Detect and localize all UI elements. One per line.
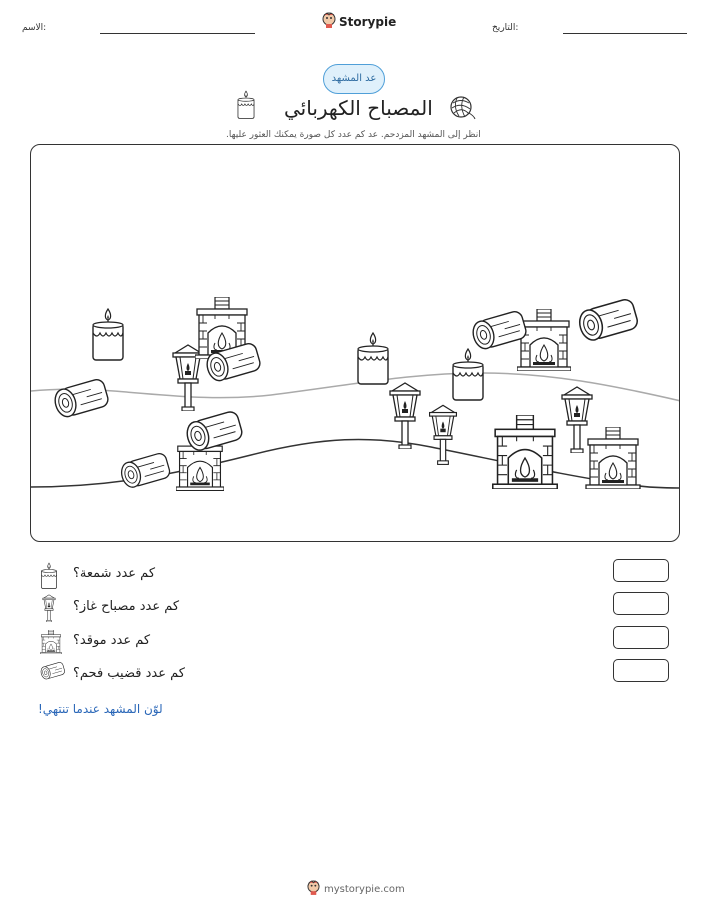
date-label: التاريخ: <box>492 23 519 33</box>
answer-box-log[interactable] <box>613 659 669 682</box>
question-fireplace: كم عدد موقد؟ <box>73 633 151 648</box>
brand-name: Storypie <box>339 15 397 29</box>
scene-log <box>576 298 639 343</box>
answer-box-fireplace[interactable] <box>613 626 669 649</box>
scene-candle <box>358 333 388 384</box>
question-log: كم عدد قضيب فحم؟ <box>73 666 185 681</box>
scene-log <box>470 310 528 351</box>
name-label: الاسم: <box>22 23 47 33</box>
scene-gas-lamp <box>390 383 420 449</box>
scene-fireplace <box>493 415 557 489</box>
scene-fireplace <box>586 427 640 489</box>
scene-candle <box>93 309 123 360</box>
storypie-mascot-icon <box>307 880 320 898</box>
scene-log <box>119 452 171 489</box>
instructions-text: انظر إلى المشهد المزدحم. عد كم عدد كل صورة يمكنك العثور عليها. <box>226 130 481 140</box>
coloring-note: لوّن المشهد عندما تنتهي! <box>38 702 163 716</box>
yarn-ball-icon <box>448 94 476 124</box>
scene-candle <box>453 349 483 400</box>
name-line <box>100 33 255 34</box>
scene-log <box>184 410 244 453</box>
gas-lamp-icon <box>41 594 57 626</box>
date-line <box>563 33 687 34</box>
brand-logo <box>322 12 396 32</box>
log-icon <box>40 662 66 686</box>
answer-box-gas-lamp[interactable] <box>613 592 669 615</box>
candle-icon <box>40 562 58 594</box>
question-gas-lamp: كم عدد مصباح غاز؟ <box>73 599 180 614</box>
storypie-mascot-icon <box>322 12 336 32</box>
scene-fireplace <box>517 309 571 371</box>
scene-gas-lamp <box>430 405 457 464</box>
activity-type-badge: عد المشهد <box>323 64 385 94</box>
page-title: المصباح الكهربائي <box>284 96 433 120</box>
scene-illustration <box>31 145 680 542</box>
scene-log <box>52 378 110 419</box>
title-candle-icon <box>236 90 256 124</box>
question-candle: كم عدد شمعة؟ <box>73 566 156 581</box>
footer <box>307 880 405 898</box>
counting-scene <box>30 144 680 542</box>
fireplace-icon <box>40 630 62 658</box>
answer-box-candle[interactable] <box>613 559 669 582</box>
footer-website: mystorypie.com <box>324 883 405 895</box>
